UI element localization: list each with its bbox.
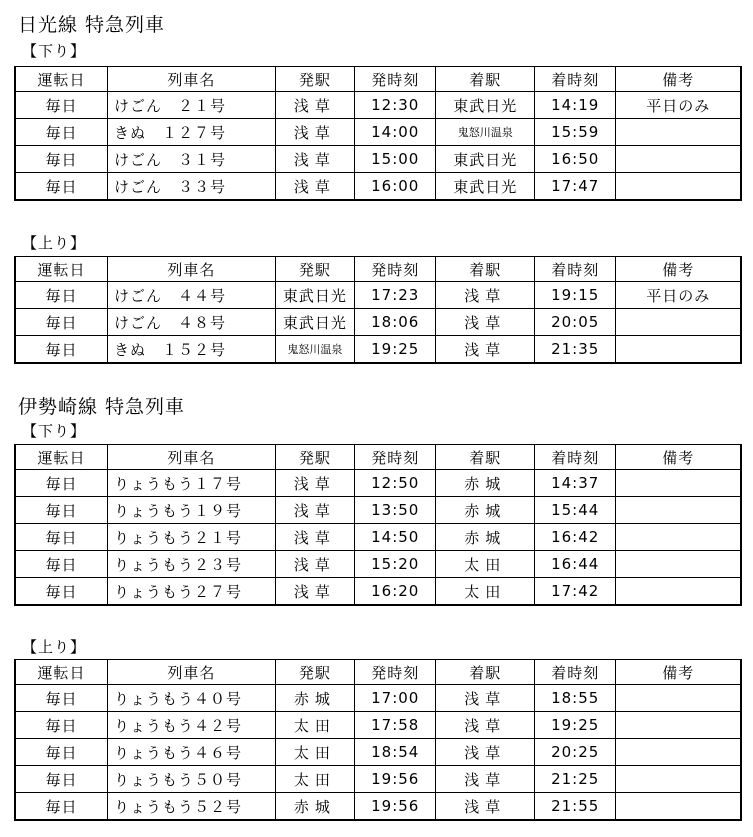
train-name-cell: りょうもう２１号 — [108, 524, 276, 551]
arrival-time-cell: 16:50 — [535, 146, 616, 173]
day-cell: 毎日 — [15, 282, 108, 309]
note-cell — [616, 551, 741, 578]
train-name-cell: りょうもう５０号 — [108, 766, 276, 793]
day-cell: 毎日 — [15, 173, 108, 201]
table-row — [15, 766, 741, 793]
day-header: 運転日 — [15, 445, 108, 470]
departure-time-cell: 15:20 — [355, 551, 436, 578]
arrival-time-cell: 14:19 — [535, 92, 616, 119]
departure-station-cell: 浅草 — [275, 524, 354, 551]
table-row — [15, 551, 741, 578]
departure-station-cell: 赤城 — [275, 685, 354, 712]
note-cell: 平日のみ — [616, 282, 741, 309]
departure-time-cell: 18:54 — [355, 739, 436, 766]
timetable-nikko-down — [14, 66, 742, 201]
train-name-cell: りょうもう４２号 — [108, 712, 276, 739]
note-cell — [616, 766, 741, 793]
departure-time-header: 発時刻 — [355, 660, 436, 685]
day-cell: 毎日 — [15, 793, 108, 821]
day-cell: 毎日 — [15, 336, 108, 364]
header-row — [15, 660, 741, 685]
arrival-station-cell: 東武日光 — [436, 173, 535, 201]
departure-station-header: 発駅 — [275, 660, 354, 685]
train-name-header: 列車名 — [108, 445, 276, 470]
note-cell — [616, 146, 741, 173]
train-name-cell: りょうもう４６号 — [108, 739, 276, 766]
arrival-station-header: 着駅 — [436, 660, 535, 685]
table-row — [15, 524, 741, 551]
note-cell — [616, 470, 741, 497]
day-cell: 毎日 — [15, 92, 108, 119]
note-cell — [616, 685, 741, 712]
arrival-time-cell: 15:59 — [535, 119, 616, 146]
arrival-time-cell: 18:55 — [535, 685, 616, 712]
arrival-time-cell: 14:37 — [535, 470, 616, 497]
train-name-cell: きぬ １５２号 — [108, 336, 276, 364]
note-cell — [616, 739, 741, 766]
departure-time-header: 発時刻 — [355, 257, 436, 282]
departure-station-header: 発駅 — [275, 67, 354, 92]
arrival-time-cell: 20:05 — [535, 309, 616, 336]
table-row — [15, 336, 741, 364]
departure-time-header: 発時刻 — [355, 67, 436, 92]
arrival-station-cell: 浅草 — [436, 309, 535, 336]
train-name-cell: きぬ １２７号 — [108, 119, 276, 146]
departure-station-header: 発駅 — [275, 257, 354, 282]
day-cell: 毎日 — [15, 712, 108, 739]
note-cell — [616, 793, 741, 821]
day-cell: 毎日 — [15, 578, 108, 606]
day-cell: 毎日 — [15, 119, 108, 146]
departure-station-cell: 浅草 — [275, 146, 354, 173]
day-cell: 毎日 — [15, 497, 108, 524]
arrival-station-cell: 赤城 — [436, 497, 535, 524]
departure-station-cell: 東武日光 — [275, 309, 354, 336]
table-row — [15, 712, 741, 739]
direction-label-down: 【下り】 — [22, 42, 87, 60]
arrival-station-cell: 浅草 — [436, 766, 535, 793]
arrival-station-cell: 浅草 — [436, 282, 535, 309]
arrival-time-cell: 16:42 — [535, 524, 616, 551]
arrival-time-cell: 21:25 — [535, 766, 616, 793]
departure-time-cell: 14:00 — [355, 119, 436, 146]
arrival-station-cell: 浅草 — [436, 685, 535, 712]
note-header: 備考 — [616, 67, 741, 92]
table-row — [15, 685, 741, 712]
departure-time-cell: 19:56 — [355, 766, 436, 793]
arrival-station-cell: 浅草 — [436, 793, 535, 821]
train-name-cell: けごん ３１号 — [108, 146, 276, 173]
arrival-station-cell: 東武日光 — [436, 92, 535, 119]
day-cell: 毎日 — [15, 551, 108, 578]
note-cell — [616, 309, 741, 336]
train-name-cell: りょうもう５２号 — [108, 793, 276, 821]
train-name-header: 列車名 — [108, 660, 276, 685]
table-row — [15, 173, 741, 201]
departure-station-cell: 赤城 — [275, 793, 354, 821]
note-cell — [616, 119, 741, 146]
day-cell: 毎日 — [15, 470, 108, 497]
note-cell — [616, 524, 741, 551]
train-name-cell: りょうもう４０号 — [108, 685, 276, 712]
departure-station-cell: 浅草 — [275, 470, 354, 497]
arrival-station-cell: 太田 — [436, 578, 535, 606]
arrival-time-header: 着時刻 — [535, 67, 616, 92]
departure-station-cell: 東武日光 — [275, 282, 354, 309]
arrival-time-cell: 15:44 — [535, 497, 616, 524]
timetable-nikko-up — [14, 256, 742, 364]
departure-time-cell: 13:50 — [355, 497, 436, 524]
train-name-cell: りょうもう１９号 — [108, 497, 276, 524]
departure-time-cell: 17:00 — [355, 685, 436, 712]
arrival-station-header: 着駅 — [436, 67, 535, 92]
section-title-nikko: 日光線 特急列車 — [18, 14, 166, 36]
departure-time-cell: 16:00 — [355, 173, 436, 201]
note-cell — [616, 712, 741, 739]
train-name-cell: けごん ２１号 — [108, 92, 276, 119]
timetable-isesaki-down — [14, 444, 742, 606]
arrival-station-cell: 浅草 — [436, 739, 535, 766]
departure-station-cell: 浅草 — [275, 497, 354, 524]
header-row — [15, 445, 741, 470]
header-row — [15, 67, 741, 92]
note-cell: 平日のみ — [616, 92, 741, 119]
train-name-cell: けごん ３３号 — [108, 173, 276, 201]
arrival-time-cell: 17:47 — [535, 173, 616, 201]
departure-time-cell: 18:06 — [355, 309, 436, 336]
arrival-station-cell: 浅草 — [436, 712, 535, 739]
arrival-station-cell: 東武日光 — [436, 146, 535, 173]
table-row — [15, 92, 741, 119]
arrival-time-header: 着時刻 — [535, 445, 616, 470]
train-name-cell: けごん ４８号 — [108, 309, 276, 336]
day-cell: 毎日 — [15, 766, 108, 793]
table-row — [15, 146, 741, 173]
departure-station-header: 発駅 — [275, 445, 354, 470]
departure-station-cell: 浅草 — [275, 578, 354, 606]
arrival-station-cell: 赤城 — [436, 470, 535, 497]
note-cell — [616, 578, 741, 606]
departure-time-cell: 17:23 — [355, 282, 436, 309]
day-cell: 毎日 — [15, 146, 108, 173]
arrival-time-cell: 19:15 — [535, 282, 616, 309]
table-row — [15, 578, 741, 606]
departure-station-cell: 太田 — [275, 739, 354, 766]
departure-time-cell: 14:50 — [355, 524, 436, 551]
train-name-cell: りょうもう２３号 — [108, 551, 276, 578]
arrival-station-header: 着駅 — [436, 445, 535, 470]
departure-station-cell: 太田 — [275, 766, 354, 793]
train-name-cell: りょうもう１７号 — [108, 470, 276, 497]
arrival-station-cell: 太田 — [436, 551, 535, 578]
day-cell: 毎日 — [15, 309, 108, 336]
departure-time-cell: 17:58 — [355, 712, 436, 739]
table-row — [15, 739, 741, 766]
train-name-cell: けごん ４４号 — [108, 282, 276, 309]
train-name-header: 列車名 — [108, 257, 276, 282]
table-row — [15, 282, 741, 309]
arrival-time-cell: 21:35 — [535, 336, 616, 364]
table-row — [15, 793, 741, 821]
note-cell — [616, 173, 741, 201]
departure-time-cell: 12:30 — [355, 92, 436, 119]
day-cell: 毎日 — [15, 524, 108, 551]
table-row — [15, 470, 741, 497]
departure-time-cell: 16:20 — [355, 578, 436, 606]
direction-label-down: 【下り】 — [22, 422, 87, 440]
arrival-time-header: 着時刻 — [535, 257, 616, 282]
note-header: 備考 — [616, 445, 741, 470]
header-row — [15, 257, 741, 282]
departure-time-header: 発時刻 — [355, 445, 436, 470]
note-header: 備考 — [616, 257, 741, 282]
arrival-time-cell: 16:44 — [535, 551, 616, 578]
arrival-station-header: 着駅 — [436, 257, 535, 282]
train-name-header: 列車名 — [108, 67, 276, 92]
departure-time-cell: 15:00 — [355, 146, 436, 173]
section-title-isesaki: 伊勢崎線 特急列車 — [18, 396, 186, 418]
departure-station-cell: 浅草 — [275, 119, 354, 146]
departure-station-cell: 浅草 — [275, 92, 354, 119]
arrival-time-header: 着時刻 — [535, 660, 616, 685]
note-cell — [616, 497, 741, 524]
day-cell: 毎日 — [15, 739, 108, 766]
table-row — [15, 119, 741, 146]
timetable-isesaki-up — [14, 659, 742, 821]
day-cell: 毎日 — [15, 685, 108, 712]
table-row — [15, 497, 741, 524]
departure-station-cell: 鬼怒川温泉 — [275, 336, 354, 364]
arrival-time-cell: 20:25 — [535, 739, 616, 766]
day-header: 運転日 — [15, 67, 108, 92]
arrival-station-cell: 鬼怒川温泉 — [436, 119, 535, 146]
direction-label-up: 【上り】 — [22, 638, 87, 656]
day-header: 運転日 — [15, 660, 108, 685]
departure-station-cell: 浅草 — [275, 173, 354, 201]
arrival-time-cell: 21:55 — [535, 793, 616, 821]
arrival-time-cell: 19:25 — [535, 712, 616, 739]
table-row — [15, 309, 741, 336]
note-cell — [616, 336, 741, 364]
direction-label-up: 【上り】 — [22, 234, 87, 252]
note-header: 備考 — [616, 660, 741, 685]
departure-station-cell: 浅草 — [275, 551, 354, 578]
departure-time-cell: 19:56 — [355, 793, 436, 821]
train-name-cell: りょうもう２７号 — [108, 578, 276, 606]
arrival-station-cell: 浅草 — [436, 336, 535, 364]
departure-time-cell: 19:25 — [355, 336, 436, 364]
departure-station-cell: 太田 — [275, 712, 354, 739]
arrival-time-cell: 17:42 — [535, 578, 616, 606]
departure-time-cell: 12:50 — [355, 470, 436, 497]
arrival-station-cell: 赤城 — [436, 524, 535, 551]
day-header: 運転日 — [15, 257, 108, 282]
